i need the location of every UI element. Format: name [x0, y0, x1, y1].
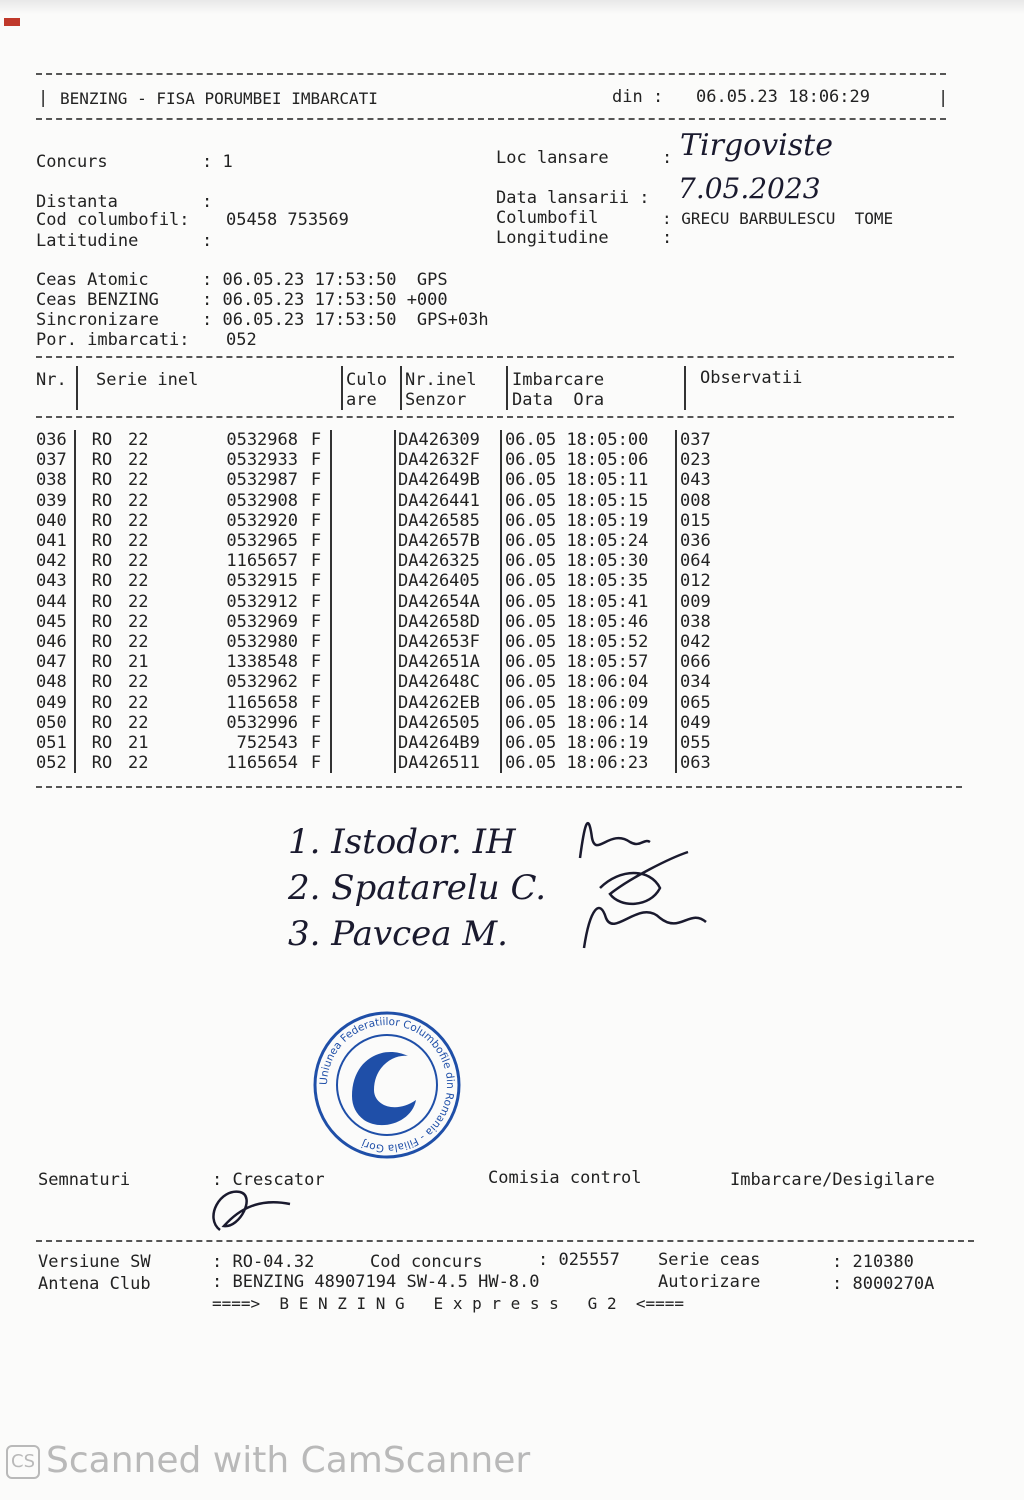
stamp-text: Uniunea Federatiilor Columbofile din Romania - Filiala Gorj	[317, 1015, 457, 1155]
row-time: 18:06:23	[566, 753, 649, 774]
row-nr: 051	[36, 733, 75, 753]
row-nr: 045	[36, 612, 75, 632]
divider	[36, 1240, 974, 1242]
row-sensor: DA426325	[395, 551, 501, 571]
row-ring: 1338548	[226, 652, 298, 673]
row-culoare	[331, 571, 395, 591]
benzing-banner: ====> B E N Z I N G E x p r e s s G 2 <====	[212, 1294, 685, 1313]
row-observatii: 043	[680, 470, 711, 491]
por-imbarcati-value: 052	[226, 330, 257, 350]
row-datetime	[501, 571, 676, 591]
table-row	[36, 571, 740, 591]
table-row	[36, 491, 740, 511]
row-culoare	[331, 531, 395, 551]
row-culoare	[331, 652, 395, 672]
ceas-atomic-label: Ceas Atomic	[36, 270, 149, 290]
row-time: 18:05:41	[566, 591, 649, 612]
row-culoare	[331, 753, 395, 773]
row-culoare	[331, 692, 395, 712]
distanta-value: :	[202, 192, 213, 212]
row-date: 06.05	[505, 652, 557, 673]
row-nr: 050	[36, 713, 75, 733]
row-year: 21	[128, 652, 149, 673]
row-time: 18:06:04	[566, 672, 649, 693]
row-sensor: DA426505	[395, 713, 501, 733]
row-observatii: 015	[680, 510, 711, 531]
row-sex: F	[302, 511, 331, 531]
crescator-signature	[200, 1168, 310, 1238]
table-row	[36, 652, 740, 672]
row-observatii: 063	[680, 753, 711, 774]
versiune-label: Versiune SW	[38, 1252, 151, 1272]
ceas-atomic-value: : 06.05.23 17:53:50 GPS	[202, 270, 448, 290]
row-country: RO	[91, 631, 113, 652]
row-nr: 037	[36, 450, 75, 470]
row-sensor: DA426441	[395, 491, 501, 511]
red-mark	[4, 18, 20, 26]
table-row	[36, 551, 740, 571]
row-sex: F	[302, 531, 331, 551]
row-datetime	[501, 511, 676, 531]
row-observatii: 036	[680, 531, 711, 552]
table-row	[36, 713, 740, 733]
row-datetime	[501, 531, 676, 551]
row-nr: 041	[36, 531, 75, 551]
col-separator	[341, 366, 343, 410]
table-row	[36, 531, 740, 551]
row-sensor: DA42649B	[395, 470, 501, 490]
distanta-label: Distanta	[36, 192, 118, 212]
row-ring: 1165654	[226, 753, 298, 774]
row-year: 21	[128, 732, 149, 753]
table-row	[36, 733, 740, 753]
row-datetime	[501, 753, 676, 773]
row-time: 18:05:46	[566, 611, 649, 632]
row-year: 22	[128, 591, 149, 612]
row-time: 18:05:35	[566, 571, 649, 592]
row-time: 18:05:30	[566, 551, 649, 572]
row-date: 06.05	[505, 692, 557, 713]
row-datetime	[501, 450, 676, 470]
data-lansarii-value: 7.05.2023	[678, 172, 821, 205]
row-sex: F	[302, 672, 331, 692]
row-ring: 0532969	[226, 611, 298, 632]
table-row	[36, 450, 740, 470]
row-sex: F	[302, 692, 331, 712]
row-date: 06.05	[505, 450, 557, 471]
row-datetime	[501, 551, 676, 571]
header-bar-right: |	[938, 88, 949, 108]
row-nr: 047	[36, 652, 75, 672]
comisia-control-label: Comisia control	[488, 1168, 642, 1188]
row-observatii: 064	[680, 551, 711, 572]
row-ring: 0532968	[226, 430, 298, 451]
row-sensor: DA426585	[395, 511, 501, 531]
row-nr: 038	[36, 470, 75, 490]
divider	[36, 73, 946, 75]
row-date: 06.05	[505, 571, 557, 592]
row-country: RO	[91, 470, 113, 491]
loc-colon: :	[662, 148, 673, 168]
table-row	[36, 672, 740, 692]
ceas-benzing-value: : 06.05.23 17:53:50 +000	[202, 290, 448, 310]
row-year: 22	[128, 551, 149, 572]
autorizare-label: Autorizare	[658, 1272, 761, 1292]
antena-label: Antena Club	[38, 1274, 151, 1294]
row-time: 18:05:57	[566, 652, 649, 673]
row-datetime	[501, 470, 676, 490]
versiune-value: : RO-04.32	[212, 1252, 315, 1272]
latitudine-label: Latitudine	[36, 231, 139, 251]
row-country: RO	[91, 430, 113, 451]
row-date: 06.05	[505, 611, 557, 632]
table-row	[36, 632, 740, 652]
row-culoare	[331, 612, 395, 632]
col-nr-inel-1: Nr.inel	[405, 370, 477, 390]
row-country: RO	[91, 753, 113, 774]
row-sensor: DA42654A	[395, 592, 501, 612]
handwritten-line-3: 3. Pavcea M.	[288, 914, 508, 954]
row-culoare	[331, 450, 395, 470]
row-date: 06.05	[505, 430, 557, 451]
row-sensor: DA42632F	[395, 450, 501, 470]
row-nr: 040	[36, 511, 75, 531]
serie-ceas-label: Serie ceas	[658, 1250, 761, 1270]
row-ring: 0532962	[226, 672, 298, 693]
row-datetime	[501, 713, 676, 733]
table-row	[36, 753, 740, 773]
handwritten-line-2: 2. Spatarelu C.	[288, 868, 547, 908]
row-sex: F	[302, 753, 331, 773]
row-culoare	[331, 491, 395, 511]
row-year: 22	[128, 571, 149, 592]
row-country: RO	[91, 551, 113, 572]
row-sensor: DA4264B9	[395, 733, 501, 753]
row-sex: F	[302, 652, 331, 672]
row-ring: 0532987	[226, 470, 298, 491]
row-observatii: 042	[680, 631, 711, 652]
col-culoare-2: are	[346, 390, 377, 410]
row-year: 22	[128, 692, 149, 713]
row-datetime	[501, 612, 676, 632]
row-observatii: 066	[680, 652, 711, 673]
row-culoare	[331, 733, 395, 753]
row-time: 18:06:09	[566, 692, 649, 713]
col-observatii: Observatii	[700, 368, 803, 388]
antena-value: : BENZING 48907194 SW-4.5 HW-8.0	[212, 1272, 540, 1292]
row-datetime	[501, 692, 676, 712]
divider	[36, 416, 954, 418]
row-date: 06.05	[505, 531, 557, 552]
din-label: din :	[612, 87, 664, 107]
col-imbarcare-1: Imbarcare	[512, 370, 605, 390]
cod-concurs-label: Cod concurs	[370, 1252, 483, 1272]
table-row	[36, 592, 740, 612]
row-sensor: DA42648C	[395, 672, 501, 692]
loc-lansare-label: Loc lansare	[496, 148, 609, 168]
row-ring: 752543	[236, 732, 298, 753]
row-date: 06.05	[505, 591, 557, 612]
serie-ceas-value: : 210380	[832, 1252, 914, 1272]
row-sensor: DA42657B	[395, 531, 501, 551]
pigeon-table-body	[36, 430, 740, 773]
row-date: 06.05	[505, 672, 557, 693]
col-separator	[506, 366, 508, 410]
col-nr-inel-2: Senzor	[405, 390, 467, 410]
col-serie-inel: Serie inel	[96, 370, 199, 390]
row-date: 06.05	[505, 631, 557, 652]
col-nr: Nr.	[36, 370, 67, 390]
row-sex: F	[302, 551, 331, 571]
ceas-benzing-label: Ceas BENZING	[36, 290, 159, 310]
handwritten-line-1: 1. Istodor. IH	[288, 822, 516, 862]
divider	[36, 118, 946, 120]
row-date: 06.05	[505, 470, 557, 491]
crescator-label: : Crescator	[212, 1170, 325, 1190]
row-year: 22	[128, 510, 149, 531]
table-row	[36, 612, 740, 632]
row-sex: F	[302, 571, 331, 591]
semnaturi-label: Semnaturi	[38, 1170, 131, 1190]
pigeon-table	[36, 430, 740, 773]
row-country: RO	[91, 531, 113, 552]
row-observatii: 055	[680, 732, 711, 753]
row-date: 06.05	[505, 712, 557, 733]
row-observatii: 034	[680, 672, 711, 693]
row-observatii: 009	[680, 591, 711, 612]
row-year: 22	[128, 531, 149, 552]
row-country: RO	[91, 712, 113, 733]
row-country: RO	[91, 591, 113, 612]
row-year: 22	[128, 712, 149, 733]
row-time: 18:05:00	[566, 430, 649, 451]
row-sex: F	[302, 491, 331, 511]
row-ring: 0532933	[226, 450, 298, 471]
table-row	[36, 511, 740, 531]
sincronizare-label: Sincronizare	[36, 310, 159, 330]
row-year: 22	[128, 631, 149, 652]
row-ring: 0532980	[226, 631, 298, 652]
header-datetime: 06.05.23 18:06:29	[696, 87, 870, 107]
row-datetime	[501, 733, 676, 753]
row-nr: 048	[36, 672, 75, 692]
row-observatii: 065	[680, 692, 711, 713]
row-time: 18:05:24	[566, 531, 649, 552]
row-year: 22	[128, 672, 149, 693]
table-row	[36, 470, 740, 490]
row-sensor: DA42653F	[395, 632, 501, 652]
row-nr: 036	[36, 430, 75, 450]
row-time: 18:05:06	[566, 450, 649, 471]
row-date: 06.05	[505, 753, 557, 774]
row-sex: F	[302, 592, 331, 612]
row-culoare	[331, 632, 395, 652]
row-country: RO	[91, 732, 113, 753]
row-country: RO	[91, 450, 113, 471]
row-country: RO	[91, 611, 113, 632]
row-time: 18:05:15	[566, 490, 649, 511]
columbofil-label: Columbofil	[496, 208, 599, 228]
loc-lansare-value: Tirgoviste	[680, 128, 833, 163]
cod-columbofil-value: 05458 753569	[226, 210, 349, 230]
commission-signatures	[570, 798, 720, 968]
row-nr: 046	[36, 632, 75, 652]
row-culoare	[331, 672, 395, 692]
row-culoare	[331, 430, 395, 450]
row-year: 22	[128, 611, 149, 632]
row-datetime	[501, 592, 676, 612]
por-imbarcati-label: Por. imbarcati:	[36, 330, 190, 350]
row-time: 18:06:19	[566, 732, 649, 753]
row-country: RO	[91, 692, 113, 713]
page-title: BENZING - FISA PORUMBEI IMBARCATI	[60, 89, 378, 108]
scanner-watermark-text: Scanned with CamScanner	[46, 1440, 531, 1481]
data-lansarii-label: Data lansarii :	[496, 188, 650, 208]
row-time: 18:05:52	[566, 631, 649, 652]
row-ring: 0532996	[226, 712, 298, 733]
row-culoare	[331, 470, 395, 490]
scanner-watermark	[6, 1440, 530, 1481]
row-culoare	[331, 511, 395, 531]
row-nr: 044	[36, 592, 75, 612]
row-country: RO	[91, 490, 113, 511]
row-country: RO	[91, 571, 113, 592]
club-stamp	[312, 1010, 462, 1160]
row-country: RO	[91, 652, 113, 673]
row-ring: 0532920	[226, 510, 298, 531]
row-time: 18:06:14	[566, 712, 649, 733]
row-nr: 043	[36, 571, 75, 591]
latitudine-value: :	[202, 231, 213, 251]
row-nr: 042	[36, 551, 75, 571]
row-date: 06.05	[505, 490, 557, 511]
row-sensor: DA42651A	[395, 652, 501, 672]
concurs-value: : 1	[202, 152, 233, 172]
row-culoare	[331, 551, 395, 571]
row-sex: F	[302, 450, 331, 470]
row-observatii: 038	[680, 611, 711, 632]
row-ring: 0532965	[226, 531, 298, 552]
row-sensor: DA42658D	[395, 612, 501, 632]
col-separator	[684, 366, 686, 410]
row-sensor: DA426405	[395, 571, 501, 591]
table-row	[36, 692, 740, 712]
row-country: RO	[91, 672, 113, 693]
table-row	[36, 430, 740, 450]
camscanner-logo-icon: CS	[6, 1445, 40, 1479]
row-sensor: DA426309	[395, 430, 501, 450]
row-culoare	[331, 713, 395, 733]
sincronizare-value: : 06.05.23 17:53:50 GPS+03h	[202, 310, 489, 330]
row-year: 22	[128, 430, 149, 451]
col-separator	[76, 366, 78, 410]
divider	[36, 356, 954, 358]
row-time: 18:05:19	[566, 510, 649, 531]
row-ring: 1165657	[226, 551, 298, 572]
row-sex: F	[302, 713, 331, 733]
row-ring: 0532908	[226, 490, 298, 511]
row-year: 22	[128, 490, 149, 511]
row-observatii: 037	[680, 430, 711, 451]
row-year: 22	[128, 470, 149, 491]
row-year: 22	[128, 450, 149, 471]
cod-columbofil-label: Cod columbofil:	[36, 210, 190, 230]
cod-concurs-value: : 025557	[538, 1250, 620, 1270]
row-ring: 1165658	[226, 692, 298, 713]
columbofil-value: : GRECU BARBULESCU TOME	[662, 209, 894, 228]
row-observatii: 008	[680, 490, 711, 511]
row-ring: 0532912	[226, 591, 298, 612]
row-sex: F	[302, 430, 331, 450]
row-nr: 049	[36, 692, 75, 712]
row-datetime	[501, 491, 676, 511]
row-sex: F	[302, 733, 331, 753]
row-date: 06.05	[505, 732, 557, 753]
header-bar-left: |	[38, 88, 49, 108]
row-date: 06.05	[505, 510, 557, 531]
longitudine-label: Longitudine	[496, 228, 609, 248]
row-sex: F	[302, 470, 331, 490]
row-nr: 052	[36, 753, 75, 773]
row-observatii: 049	[680, 712, 711, 733]
row-observatii: 023	[680, 450, 711, 471]
row-observatii: 012	[680, 571, 711, 592]
longitudine-value: :	[662, 228, 673, 248]
row-sensor: DA4262EB	[395, 692, 501, 712]
row-time: 18:05:11	[566, 470, 649, 491]
row-sensor: DA426511	[395, 753, 501, 773]
row-culoare	[331, 592, 395, 612]
row-sex: F	[302, 632, 331, 652]
col-imbarcare-2: Data Ora	[512, 390, 605, 410]
row-ring: 0532915	[226, 571, 298, 592]
row-datetime	[501, 632, 676, 652]
autorizare-value: : 8000270A	[832, 1274, 935, 1294]
concurs-label: Concurs	[36, 152, 108, 172]
svg-text:Uniunea Federatiilor Columbofi	[318, 1016, 456, 1154]
row-datetime	[501, 652, 676, 672]
imbarcare-desigilare-label: Imbarcare/Desigilare	[730, 1170, 935, 1190]
row-datetime	[501, 430, 676, 450]
col-culoare-1: Culo	[346, 370, 387, 390]
divider	[36, 786, 962, 788]
col-separator	[400, 366, 402, 410]
row-year: 22	[128, 753, 149, 774]
row-date: 06.05	[505, 551, 557, 572]
scan-edge	[0, 0, 1024, 14]
row-datetime	[501, 672, 676, 692]
row-nr: 039	[36, 491, 75, 511]
row-country: RO	[91, 510, 113, 531]
row-sex: F	[302, 612, 331, 632]
